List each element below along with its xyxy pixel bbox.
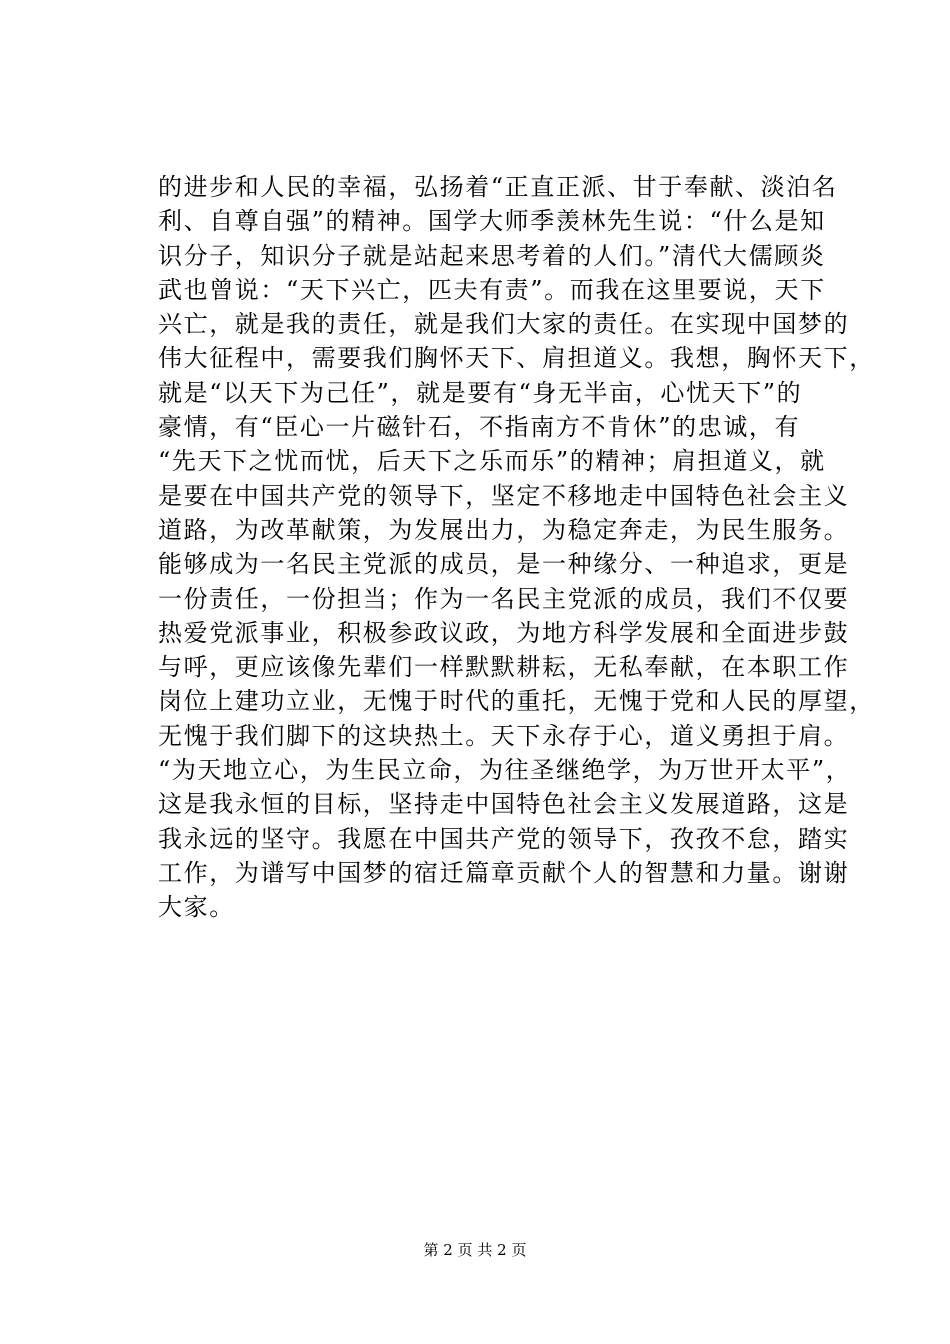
- text-line: 的进步和人民的幸福，弘扬着“正直正派、甘于奉献、淡泊名: [158, 173, 838, 201]
- text-line: 一份责任，一份担当；作为一名民主党派的成员，我们不仅要: [158, 584, 850, 613]
- text-line: 识分子，知识分子就是站起来思考着的人们。”清代大儒顾炎: [158, 241, 826, 270]
- text-line: 岗位上建功立业，无愧于时代的重托，无愧于党和人民的厚望，: [158, 687, 875, 716]
- text-line: 武也曾说：“天下兴亡，匹夫有责”。而我在这里要说，天下: [158, 275, 826, 304]
- text-line: 大家。: [158, 893, 235, 922]
- page-footer: [0, 1240, 950, 1260]
- body-paragraph: [158, 170, 875, 925]
- text-line: 无愧于我们脚下的这块热土。天下永存于心，道义勇担于肩。: [158, 721, 850, 750]
- text-line: 是要在中国共产党的领导下，坚定不移地走中国特色社会主义: [158, 481, 850, 510]
- text-line: 利、自尊自强”的精神。国学大师季羡林先生说：“什么是知: [158, 207, 826, 236]
- text-line: 与呼，更应该像先辈们一样默默耕耘，无私奉献，在本职工作: [158, 653, 850, 682]
- text-line: 豪情，有“臣心一片磁针石，不指南方不肯休”的忠诚，有: [158, 413, 801, 442]
- text-line: 这是我永恒的目标，坚持走中国特色社会主义发展道路，这是: [158, 790, 850, 819]
- text-line: 工作，为谱写中国梦的宿迁篇章贡献个人的智慧和力量。谢谢: [158, 858, 850, 887]
- text-line: 道路，为改革献策，为发展出力，为稳定奔走，为民生服务。: [158, 515, 850, 544]
- text-line: “先天下之忧而忧，后天下之乐而乐”的精神；肩担道义，就: [158, 447, 826, 476]
- text-line: 能够成为一名民主党派的成员，是一种缘分、一种追求，更是: [158, 550, 850, 579]
- text-line: 伟大征程中，需要我们胸怀天下、肩担道义。我想，胸怀天下，: [158, 344, 875, 373]
- text-line: 就是“以天下为己任”，就是要有“身无半亩，心忧天下”的: [158, 378, 803, 407]
- page-number-label: 第 2 页 共 2 页: [423, 1241, 527, 1259]
- text-line: 兴亡，就是我的责任，就是我们大家的责任。在实现中国梦的: [158, 310, 850, 339]
- text-line: 我永远的坚守。我愿在中国共产党的领导下，孜孜不怠，踏实: [158, 824, 850, 853]
- text-line: 热爱党派事业，积极参政议政，为地方科学发展和全面进步鼓: [158, 618, 850, 647]
- text-line: “为天地立心，为生民立命，为往圣继绝学，为万世开太平”，: [158, 756, 852, 785]
